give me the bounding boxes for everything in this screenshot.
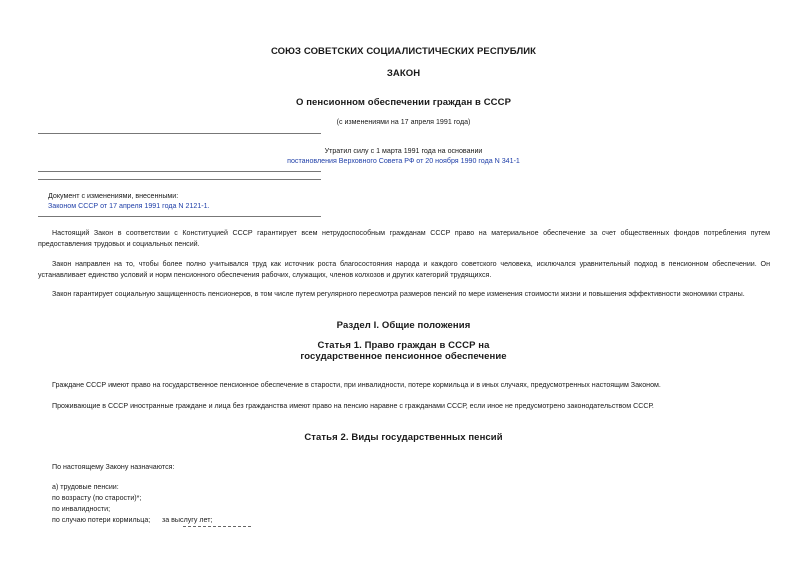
- preamble-paragraph: Закон направлен на то, чтобы более полно учитывался труд как источник роста благосостояния народа и каждого советского человека, исключался уравнительный подход в пенсионном обеспечении. Он устанавливает единство условий и норм пенсионного обеспечения рабочих, служащих, членов колхозов и других категорий трудящихся.: [38, 260, 770, 279]
- section-title: Раздел I. Общие положения: [336, 320, 471, 331]
- page-title: О пенсионном обеспечении граждан в СССР: [295, 97, 512, 108]
- article-1-paragraph: Проживающие в СССР иностранные граждане и лица без гражданства имеют право на пенсию наравне с гражданами СССР, если иное не предусмотрено законодательством СССР.: [52, 402, 654, 410]
- list-item: по инвалидности;: [52, 505, 111, 513]
- footnote-separator: [183, 526, 251, 527]
- article-2-title: Статья 2. Виды государственных пенсий: [304, 432, 503, 443]
- list-item: по случаю потери кормильца;: [52, 516, 151, 524]
- lost-force-text: Утратил силу с 1 марта 1991 года на основании: [324, 147, 483, 155]
- article-1-paragraph: Граждане СССР имеют право на государственное пенсионное обеспечение в старости, при инвалидности, потере кормильца и в иных случаях, предусмотренных настоящим Законом.: [52, 381, 661, 389]
- list-item-extra: за выслугу лет;: [162, 516, 213, 524]
- list-item: по возрасту (по старости)*;: [52, 494, 142, 502]
- article-2-intro: По настоящему Закону назначаются:: [52, 463, 175, 471]
- lost-force-link[interactable]: постановления Верховного Совета РФ от 20 ноября 1990 года N 341-1: [287, 157, 520, 165]
- article-1-title-line-2: государственное пенсионное обеспечение: [300, 351, 507, 362]
- changes-label: Документ с изменениями, внесенными:: [48, 192, 179, 200]
- divider: [38, 216, 321, 217]
- divider: [38, 179, 321, 180]
- list-item: а) трудовые пенсии:: [52, 483, 119, 491]
- divider: [38, 171, 321, 172]
- amendments-note: (с изменениями на 17 апреля 1991 года): [336, 118, 471, 126]
- article-1-title-line-1: Статья 1. Право граждан в СССР на: [317, 340, 490, 351]
- changes-link[interactable]: Законом СССР от 17 апреля 1991 года N 2121-1.: [48, 202, 210, 210]
- document-type: ЗАКОН: [386, 68, 421, 79]
- preamble-paragraph: Настоящий Закон в соответствии с Конституцией СССР гарантирует всем нетрудоспособным гражданам СССР право на материальное обеспечение за счет общественных фондов потребления путем предоставления трудовых и социальных пенсий.: [38, 229, 770, 248]
- union-heading: СОЮЗ СОВЕТСКИХ СОЦИАЛИСТИЧЕСКИХ РЕСПУБЛИК: [270, 46, 537, 57]
- divider: [38, 133, 321, 134]
- preamble-paragraph: Закон гарантирует социальную защищенность пенсионеров, в том числе путем регулярного пересмотра размеров пенсий по мере изменения стоимости жизни и повышения эффективности экономики страны.: [52, 290, 745, 298]
